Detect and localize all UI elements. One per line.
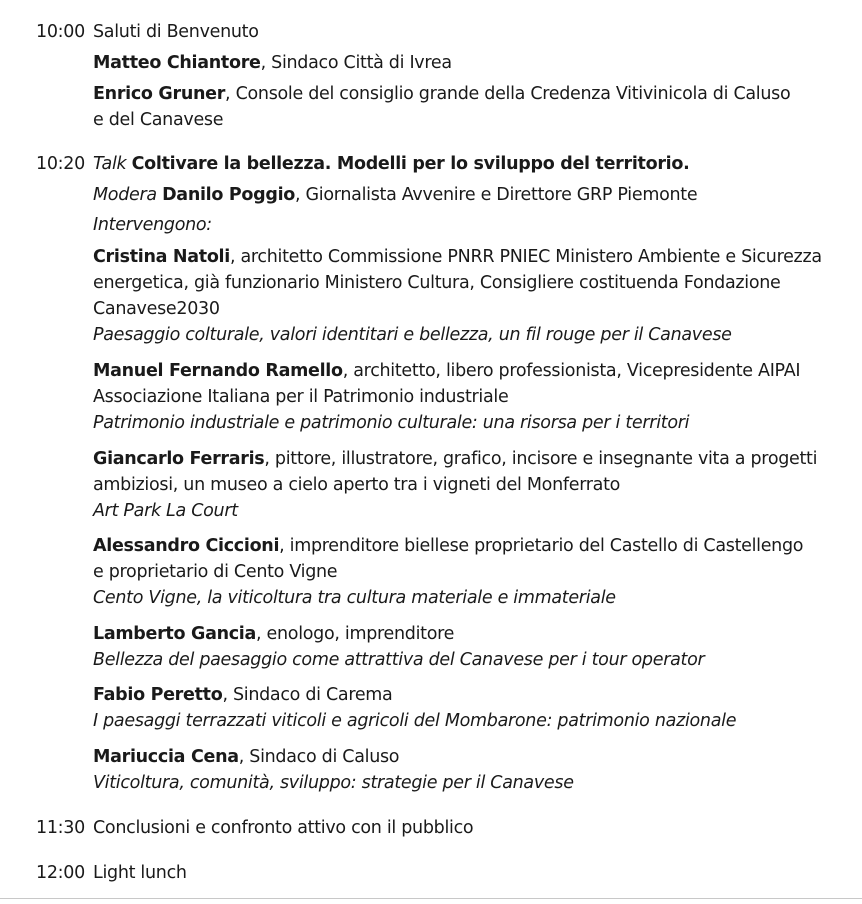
speaker-topic: Paesaggio colturale, valori identitari e bellezza, un fil rouge per il Canavese — [93, 325, 732, 345]
talk-title: Coltivare la bellezza. Modelli per lo sviluppo del territorio. — [131, 154, 690, 174]
speaker-name: Lamberto Gancia — [93, 624, 257, 644]
speaker-topic: Viticoltura, comunità, sviluppo: strategie per il Canavese — [93, 773, 574, 793]
talk-title-line — [93, 151, 854, 177]
speaker-topic: Bellezza del paesaggio come attrattiva del Canavese per i tour operator — [93, 650, 705, 670]
speaker-role: Associazione Italiana per il Patrimonio industriale — [93, 387, 509, 407]
speaker-role: , architetto, libero professionista, Vicepresidente AIPAI — [342, 361, 801, 381]
speaker-entry — [93, 621, 854, 673]
speaker-name: Enrico Gruner — [93, 84, 226, 104]
speaker-name: Cristina Natoli — [93, 247, 230, 267]
speaker-topic: Patrimonio industriale e patrimonio culturale: una risorsa per i territori — [93, 413, 690, 433]
speaker-role: , enologo, imprenditore — [256, 624, 455, 644]
speaker-role: , Sindaco di Caluso — [238, 747, 400, 767]
speaker-role: ambiziosi, un museo a cielo aperto tra i vigneti del Monferrato — [93, 475, 621, 495]
speaker-role: , Sindaco di Carema — [222, 685, 393, 705]
speaker-entry — [93, 81, 854, 133]
slot-time: 10:20 — [36, 154, 85, 174]
speaker-entry — [93, 244, 854, 348]
slot-time: 12:00 — [36, 863, 85, 883]
speaker-role: , architetto Commissione PNRR PNIEC Ministero Ambiente e Sicurezza — [229, 247, 822, 267]
speaker-name: Giancarlo Ferraris — [93, 449, 265, 469]
speaker-role: e proprietario di Cento Vigne — [93, 562, 338, 582]
slot-time: 10:00 — [36, 22, 85, 42]
speaker-role: , imprenditore biellese proprietario del Castello di Castellengo — [279, 536, 804, 556]
speaker-name: Matteo Chiantore — [93, 53, 261, 73]
slot-title: Light lunch — [93, 863, 187, 883]
moderator-prefix: Modera — [93, 185, 157, 205]
speaker-name: Manuel Fernando Ramello — [93, 361, 343, 381]
speaker-entry — [93, 358, 854, 436]
speaker-topic: Art Park La Court — [93, 501, 238, 521]
speaker-name: Mariuccia Cena — [93, 747, 239, 767]
speaker-entry — [93, 533, 854, 611]
speaker-role: , pittore, illustratore, grafico, incisore e insegnante vita a progetti — [264, 449, 818, 469]
speaker-role: Canavese2030 — [93, 299, 220, 319]
speaker-role: e del Canavese — [93, 110, 224, 130]
slot-title: Saluti di Benvenuto — [93, 22, 259, 42]
speaker-topic: Cento Vigne, la viticoltura tra cultura materiale e immateriale — [93, 588, 616, 608]
speaker-role: , Sindaco Città di Ivrea — [260, 53, 452, 73]
speaker-role: energetica, già funzionario Ministero Cultura, Consigliere costituenda Fondazione — [93, 273, 781, 293]
speaker-topic: I paesaggi terrazzati viticoli e agricoli del Mombarone: patrimonio nazionale — [93, 711, 737, 731]
speakers-intro: Intervengono: — [93, 215, 212, 235]
speaker-name: Alessandro Ciccioni — [93, 536, 280, 556]
speaker-entry — [93, 50, 854, 76]
bottom-divider — [0, 898, 862, 899]
speaker-entry — [93, 744, 854, 796]
speaker-name: Fabio Peretto — [93, 685, 223, 705]
slot-time: 11:30 — [36, 818, 85, 838]
moderator-line — [93, 182, 854, 208]
slot-title: Conclusioni e confronto attivo con il pubblico — [93, 818, 474, 838]
moderator-role: , Giornalista Avvenire e Direttore GRP Piemonte — [295, 185, 698, 205]
speaker-entry — [93, 446, 854, 524]
talk-prefix: Talk — [93, 154, 127, 174]
speaker-role: , Console del consiglio grande della Credenza Vitivinicola di Caluso — [225, 84, 791, 104]
speaker-entry — [93, 682, 854, 734]
moderator-name: Danilo Poggio — [162, 185, 296, 205]
